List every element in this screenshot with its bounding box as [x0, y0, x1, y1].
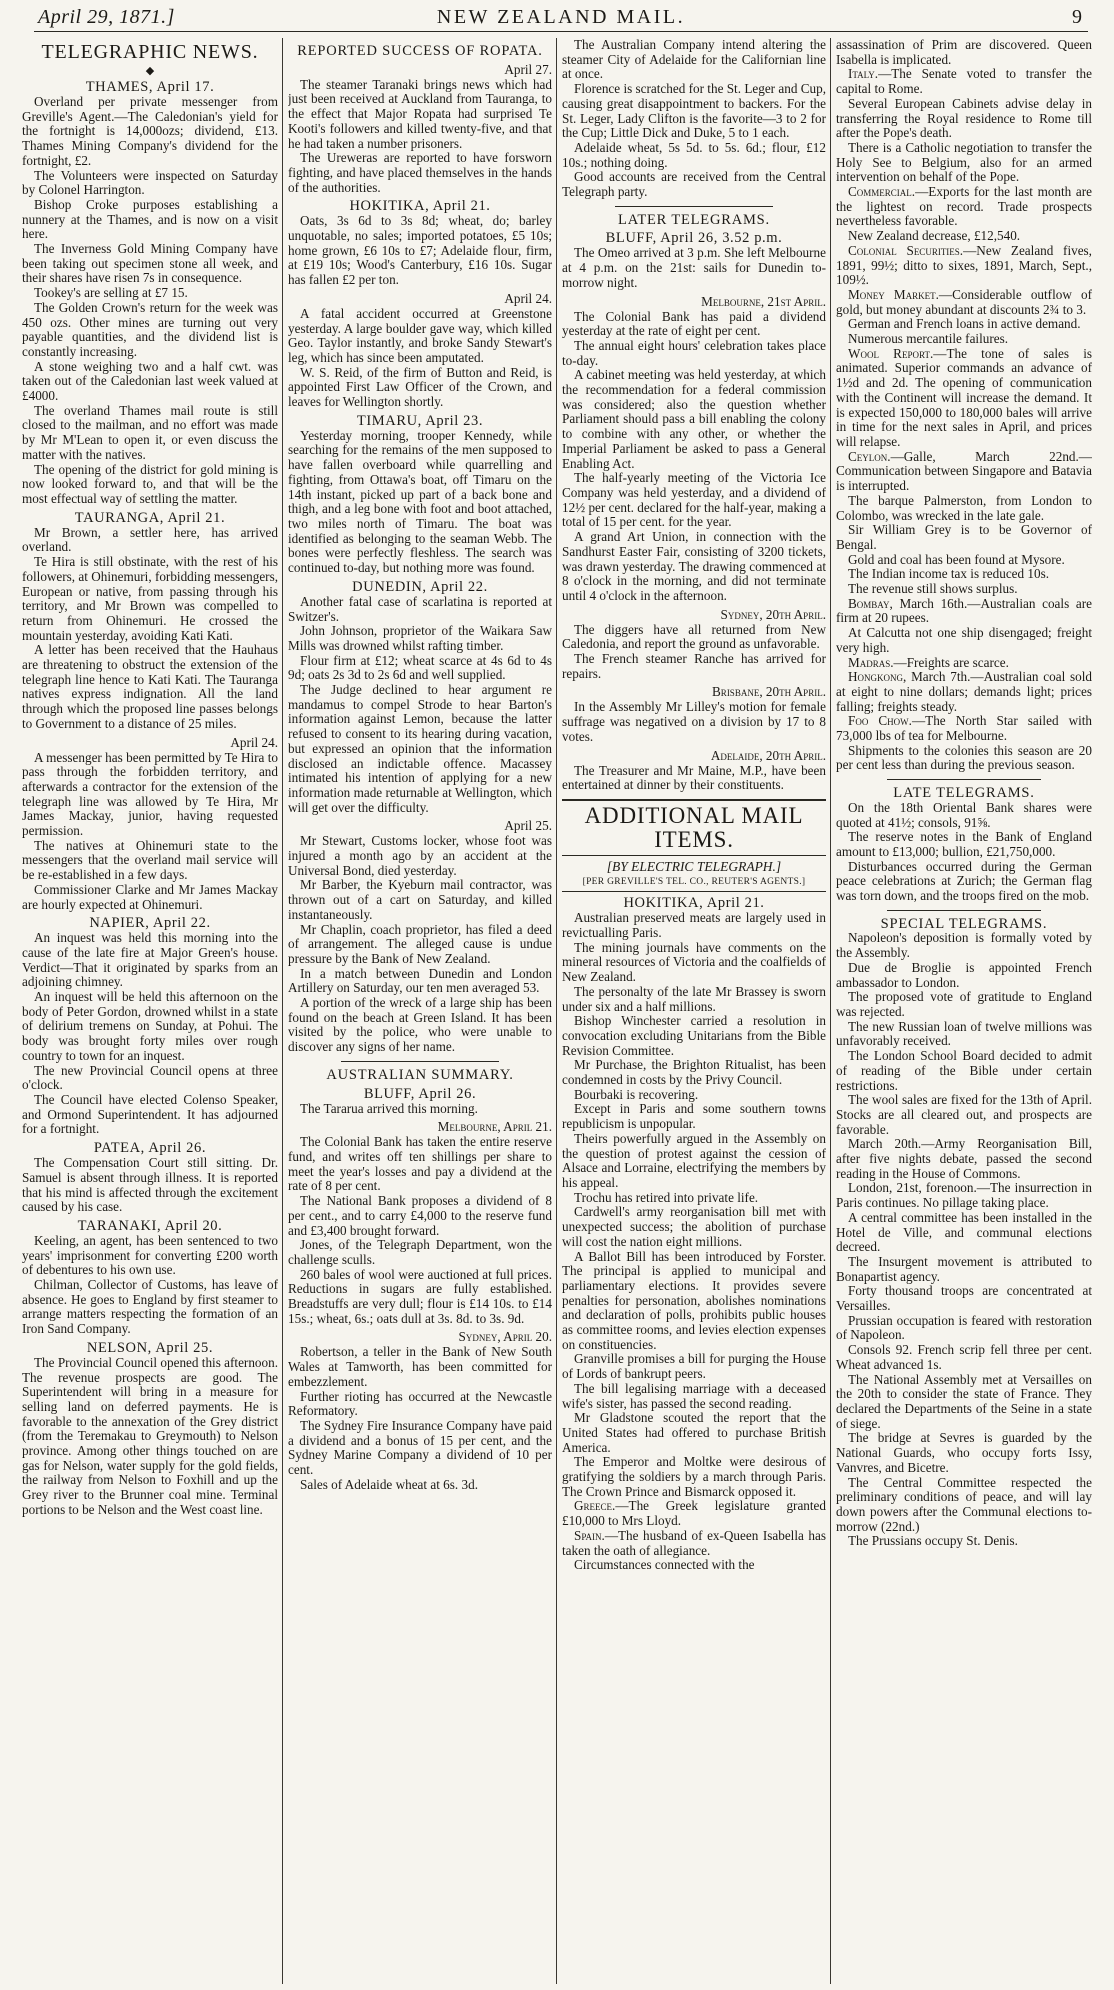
column-1 — [22, 38, 278, 1984]
dateline: Brisbane, 20th April. — [712, 684, 826, 700]
news-paragraph: The Central Committee respected the preliminary conditions of peace, and will lay down powers after the Communal elections to-morrow (22nd.) — [836, 1474, 1092, 1534]
news-paragraph: A Ballot Bill has been introduced by Forster. The principal is applied to municipal and parliamentary elections. It provides severe penalties for personation, abolishes nominations and declaration of polls, prohibits public houses as committee rooms, and levies election expenses on constituencies. — [562, 1248, 826, 1352]
news-paragraph: Te Hira is still obstinate, with the rest of his followers, at Ohinemuri, forbidding messengers, European or native, from passing through his territory, and Mr Brown was compelled to return from Ohinemuri. He crossed the mountain yesterday, avoiding Kati Kati. — [22, 554, 278, 643]
news-paragraph: Mr Gladstone scouted the report that the United States had offered to purchase British America. — [562, 1410, 826, 1455]
news-paragraph — [836, 288, 1092, 317]
news-paragraph: A letter has been received that the Hauhaus are threatening to obstruct the extension of the telegraph line hence to Kati Kati. The Tauranga natives express indignation. All the land through which the proposed line passes belongs to Government to a distance of 25 miles. — [22, 642, 278, 731]
news-paragraph: A portion of the wreck of a large ship has been found on the beach at Green Island. It has been visited by the police, who were unable to discover any signs of her name. — [288, 995, 552, 1055]
news-paragraph: London, 21st, forenoon.—The insurrection in Paris continues. No pillage taking place. — [836, 1180, 1092, 1211]
dateline: Melbourne, 21st April. — [701, 293, 826, 309]
news-paragraph: Sales of Adelaide wheat at 6s. 3d. — [300, 1476, 478, 1492]
news-paragraph — [836, 185, 1092, 229]
dateline: TAURANGA, April 21. — [74, 509, 226, 526]
news-paragraph: The Inverness Gold Mining Company have been taking out specimen stone all week, and their shares have risen 7s in consequence. — [22, 241, 278, 286]
news-paragraph: The half-yearly meeting of the Victoria Ice Company was held yesterday, and a dividend of 12½ per cent. declared for the half-year, making a total of 15 per cent. for the year. — [562, 470, 826, 530]
newspaper-title: NEW ZEALAND MAIL. — [436, 6, 686, 28]
paragraph-lead: Italy. — [848, 66, 879, 82]
news-paragraph: Flour firm at £12; wheat scarce at 4s 6d to 4s 9d; oats 2s 3d to 2s 6d and well supplied. — [288, 652, 552, 683]
news-paragraph: Further rioting has occurred at the Newcastle Reformatory. — [288, 1388, 552, 1419]
news-paragraph: W. S. Reid, of the firm of Button and Reid, is appointed First Law Officer of the Crown, and leaves for Wellington shortly. — [288, 364, 552, 410]
news-paragraph: Adelaide wheat, 5s 5d. to 5s. 6d.; flour, £12 10s.; nothing doing. — [562, 139, 826, 170]
paragraph-lead: Money Market. — [848, 286, 939, 302]
news-paragraph: John Johnson, proprietor of the Waikara Saw Mills was drowned whilst rafting timber. — [288, 623, 552, 653]
dateline: Sydney, 20th April. — [720, 606, 826, 622]
paragraph-text: —The Greek legislature granted £10,000 to Mrs Lloyd. — [562, 1498, 826, 1529]
news-paragraph — [562, 1529, 826, 1558]
news-paragraph: At Calcutta not one ship disengaged; freight very high. — [836, 625, 1092, 655]
dateline: THAMES, April 17. — [85, 79, 215, 95]
news-paragraph: The Omeo arrived at 3 p.m. She left Melbourne at 4 p.m. on the 21st: sails for Dunedin to-morrow night. — [562, 245, 826, 290]
news-paragraph: A central committee has been installed in the Hotel de Ville, and communal elections decreed. — [836, 1209, 1092, 1255]
news-paragraph: On the 18th Oriental Bank shares were quoted at 41½; consols, 91⅝. — [836, 799, 1092, 830]
dateline: BLUFF, April 26, 3.52 p.m. — [605, 230, 783, 247]
paragraph-text: —The North Star sailed with 73,000 lbs of tea for Melbourne. — [836, 713, 1092, 744]
dateline: April 24. — [230, 734, 278, 750]
news-paragraph: March 20th.—Army Reorganisation Bill, after five nights debate, passed the second reading in the House of Commons. — [836, 1136, 1092, 1181]
news-paragraph: The London School Board decided to admit of reading of the Bible under certain restrictions. — [836, 1048, 1092, 1093]
news-paragraph: A cabinet meeting was held yesterday, at which the recommendation for a federal commission was considered; also the question whether Parliament should pass a bill enabling the colony to combine with any other, or whether the Imperial Parliament be asked to pass a General Enabling Act. — [562, 367, 826, 471]
news-paragraph — [836, 244, 1092, 288]
news-paragraph: The Volunteers were inspected on Saturday by Colonel Harrington. — [22, 167, 278, 198]
news-paragraph: The Council have elected Colenso Speaker, and Ormond Superintendent. It has adjourned for a fortnight. — [22, 1092, 278, 1137]
section-divider — [341, 1061, 499, 1062]
news-paragraph: Yesterday morning, trooper Kennedy, while searching for the remains of the men supposed to have fallen overboard while quarrelling and fighting, from Ottawa's boat, off Timaru on the 14th instant, picked up part of a back bone and thigh, and a leg bone with foot and boot attached, two miles north of Timaru. The boat was identified as belonging to the seaman Webb. The bones were perfectly fleshless. The search was continued to-day, but nothing more was found. — [288, 427, 552, 576]
news-paragraph: The Ureweras are reported to have forsworn fighting, and have placed themselves in the hands of the authorities. — [288, 150, 552, 195]
section-heading: SPECIAL TELEGRAMS. — [880, 915, 1048, 932]
news-paragraph: Tookey's are selling at £7 15. — [34, 285, 188, 301]
news-paragraph — [562, 1499, 826, 1528]
news-paragraph: Cardwell's army reorganisation bill met with unexpected success; the abolition of purchase will cost the nation eight millions. — [562, 1204, 826, 1249]
news-paragraph: The Colonial Bank has taken the entire reserve fund, and writes off ten shillings per share to meet the year's losses and pay a dividend at the rate of 8 per cent. — [288, 1134, 552, 1194]
news-paragraph — [836, 656, 1092, 671]
news-paragraph: assassination of Prim are discovered. Queen Isabella is implicated. — [836, 38, 1092, 67]
section-divider — [615, 206, 773, 207]
dateline: BLUFF, April 26. — [363, 1085, 477, 1102]
dateline: HOKITIKA, April 21. — [349, 198, 491, 215]
news-paragraph: Shipments to the colonies this season are 20 per cent less than during the previous season. — [836, 742, 1092, 773]
news-paragraph: Disturbances occurred during the German peace celebrations at Zurich; the German flag was torn down, and the troops fired on the mob. — [836, 858, 1092, 904]
news-paragraph: Keeling, an agent, has been sentenced to two years' imprisonment for converting £200 worth of debentures to his own use. — [22, 1232, 278, 1278]
news-paragraph: Mr Brown, a settler here, has arrived overland. — [22, 524, 278, 555]
section-divider — [887, 779, 1041, 780]
paragraph-lead: Foo Chow. — [848, 713, 912, 729]
news-paragraph: The Tararua arrived this morning. — [300, 1100, 478, 1116]
paragraph-text: March 7th.—Australian coal sold at eight to nine dollars; demands light; prices falling; freights steady. — [836, 669, 1092, 714]
news-paragraph — [836, 347, 1092, 450]
news-paragraph: The new Provincial Council opens at three o'clock. — [22, 1062, 278, 1093]
news-paragraph: Good accounts are received from the Central Telegraph party. — [562, 169, 826, 200]
news-paragraph: A stone weighing two and a half cwt. was taken out of the Caledonian last week valued at £4000. — [22, 358, 278, 404]
news-paragraph: The Prussians occupy St. Denis. — [848, 1533, 1018, 1549]
news-paragraph: Mr Barber, the Kyeburn mail contractor, was thrown out of a cart on Saturday, and killed instantaneously. — [288, 877, 552, 922]
news-paragraph: The French steamer Ranche has arrived for repairs. — [562, 651, 826, 681]
dateline: DUNEDIN, April 22. — [352, 578, 488, 595]
news-paragraph: Numerous mercantile failures. — [848, 331, 1009, 347]
news-paragraph: Mr Purchase, the Brighton Ritualist, has been condemned in costs by the Privy Council. — [562, 1057, 826, 1088]
news-paragraph — [836, 67, 1092, 96]
news-paragraph: Gold and coal has been found at Mysore. — [848, 551, 1065, 567]
news-paragraph: The Colonial Bank has paid a dividend yesterday at the rate of eight per cent. — [562, 308, 826, 339]
dateline: PATEA, April 26. — [93, 1140, 207, 1157]
news-paragraph: The Insurgent movement is attributed to Bonapartist agency. — [836, 1253, 1092, 1284]
paragraph-lead: Spain. — [574, 1527, 605, 1543]
section-heading: LATER TELEGRAMS. — [618, 211, 770, 228]
column-3 — [562, 38, 826, 1984]
paragraph-lead: Greece. — [574, 1498, 616, 1514]
news-paragraph: An inquest will be held this afternoon on the body of Peter Gordon, drowned whilst in a state of delirium tremens on Sunday, at Pohui. The body was brought forty miles over rough country to town for an inquest. — [22, 989, 278, 1063]
dateline: April 25. — [504, 818, 552, 834]
news-paragraph: The Treasurer and Mr Maine, M.P., have been entertained at dinner by their constituents. — [562, 762, 826, 793]
section-heading: LATE TELEGRAMS. — [893, 785, 1035, 802]
news-paragraph: Several European Cabinets advise delay in transferring the Royal residence to Rome till after the Pope's death. — [836, 95, 1092, 141]
paragraph-lead: Wool Report. — [848, 345, 934, 361]
paragraph-text: —Exports for the last month are the lightest on record. Trade prospects nevertheless favorable. — [836, 184, 1092, 229]
news-paragraph: The barque Palmerston, from London to Colombo, was wrecked in the late gale. — [836, 492, 1092, 523]
news-paragraph: Except in Paris and some southern towns republicism is unpopular. — [562, 1101, 826, 1132]
news-paragraph — [836, 670, 1092, 714]
news-paragraph: Mr Chaplin, coach proprietor, has filed a deed of arrangement. The alleged cause is undue pressure by the Bank of New Zealand. — [288, 921, 552, 966]
dateline: Sydney, April 20. — [458, 1329, 552, 1345]
news-paragraph: The revenue still shows surplus. — [848, 581, 1018, 597]
issue-date: April 29, 1871.] — [38, 6, 175, 28]
news-paragraph: Oats, 3s 6d to 3s 8d; wheat, do; barley unquotable, no sales; imported potatoes, £5 10s; home grown, £6 10s to £7; Adelaide flour, firm, at £19 10s; Wood's Canterbury, £16 10s. Sugar has fallen £2 per ton. — [288, 213, 552, 288]
news-paragraph: Granville promises a bill for purging the House of Lords of bankrupt peers. — [562, 1351, 826, 1382]
news-paragraph: Chilman, Collector of Customs, has leave of absence. He goes to England by first steamer to arrange matters respecting the formation of an Iron Sand Company. — [22, 1277, 278, 1337]
news-paragraph: The bill legalising marriage with a deceased wife's sister, has passed the second reading. — [562, 1380, 826, 1411]
news-paragraph: A grand Art Union, in connection with the Sandhurst Easter Fair, consisting of 3200 tickets, was drawn yesterday. The drawing commenced at 8 o'clock in the morning, and did not terminate until 4 o'clock in the afternoon. — [562, 529, 826, 603]
news-paragraph: The Indian income tax is reduced 10s. — [848, 566, 1050, 582]
news-paragraph: Bishop Croke purposes establishing a nunnery at the Thames, and is now on a visit here. — [22, 196, 278, 242]
byline: [BY ELECTRIC TELEGRAPH.] — [606, 858, 782, 874]
news-paragraph: An inquest was held this morning into the cause of the late fire at Major Green's house. Verdict—That it originated by sparks from an adjoining chimney. — [22, 930, 278, 990]
news-paragraph: Due de Broglie is appointed French ambassador to London. — [836, 959, 1092, 990]
section-heading: REPORTED SUCCESS OF ROPATA. — [297, 43, 543, 59]
section-title: TELEGRAPHIC NEWS. — [41, 41, 259, 63]
news-paragraph: The Sydney Fire Insurance Company have paid a dividend and a bonus of 15 per cent, and the Sydney Marine Company a dividend of 10 per cent. — [288, 1417, 552, 1478]
column-rule — [556, 38, 557, 1984]
news-paragraph: Australian preserved meats are largely used in revictualling Paris. — [562, 910, 826, 941]
dateline: April 27. — [504, 61, 552, 77]
dateline: TARANAKI, April 20. — [77, 1217, 223, 1234]
column-rule — [830, 38, 831, 1984]
news-paragraph: Circumstances connected with the — [574, 1557, 755, 1573]
dateline: April 24. — [504, 290, 552, 306]
dateline: Melbourne, April 21. — [437, 1119, 552, 1135]
section-divider — [887, 910, 1041, 911]
news-paragraph: German and French loans in active demand. — [848, 316, 1081, 332]
news-paragraph: Trochu has retired into private life. — [574, 1189, 759, 1205]
dateline: NELSON, April 25. — [86, 1339, 214, 1356]
ornament-icon: ◆ — [145, 65, 155, 77]
news-paragraph: New Zealand decrease, £12,540. — [848, 228, 1021, 244]
news-paragraph: Robertson, a teller in the Bank of New South Wales at Tamworth, has been committed for embezzlement. — [288, 1344, 552, 1389]
page-number: 9 — [1072, 6, 1082, 28]
news-paragraph: The reserve notes in the Bank of England amount to £13,000; bullion, £21,750,000. — [836, 829, 1092, 859]
news-paragraph: Consols 92. French scrip fell three per cent. Wheat advanced 1s. — [836, 1342, 1092, 1372]
news-paragraph: The National Assembly met at Versailles on the 20th to consider the state of France. They declared the Departments of the Seine in a state of siege. — [836, 1371, 1092, 1431]
news-paragraph: A fatal accident occurred at Greenstone yesterday. A large boulder gave way, which killed Geo. Taylor instantly, and broke Sandy Stewart's leg, which has since been amputated. — [288, 305, 552, 365]
column-rule — [282, 38, 283, 1984]
news-paragraph: The National Bank proposes a dividend of 8 per cent., and to carry £4,000 to the reserve fund and £3,400 brought forward. — [288, 1193, 552, 1238]
news-paragraph: The Golden Crown's return for the week was 450 ozs. Other mines are turning out very payable quantities, and the dividend list is constantly increasing. — [22, 299, 278, 359]
column-2 — [288, 38, 552, 1984]
news-paragraph: Jones, of the Telegraph Department, won the challenge sculls. — [288, 1237, 552, 1267]
paragraph-text: —Considerable outflow of gold, but money abundant at discounts 2¾ to 3. — [836, 286, 1092, 317]
news-paragraph: The bridge at Sevres is guarded by the National Guards, who occupy forts Issy, Vanvres, and Bicetre. — [836, 1430, 1092, 1475]
news-paragraph: Another fatal case of scarlatina is reported at Switzer's. — [288, 593, 552, 624]
paragraph-lead: Commercial. — [848, 184, 916, 200]
news-paragraph: A messenger has been permitted by Te Hira to pass through the forbidden territory, and afterwards a contractor for the extension of the telegraph line was allowed by Te Hira, Mr James Mackay, junior, having requested permission. — [22, 749, 278, 839]
news-paragraph: The Emperor and Moltke were desirous of gratifying the soldiers by a march through Paris. The Crown Prince and Bismarck opposed it. — [562, 1454, 826, 1499]
news-paragraph: Prussian occupation is feared with restoration of Napoleon. — [836, 1312, 1092, 1343]
paragraph-lead: Colonial Securities. — [848, 242, 964, 258]
news-paragraph: Bourbaki is recovering. — [574, 1086, 699, 1102]
news-paragraph: In the Assembly Mr Lilley's motion for female suffrage was negatived on a division by 17 to 8 votes. — [562, 699, 826, 744]
dateline: NAPIER, April 22. — [89, 915, 211, 932]
agency-note: [PER GREVILLE'S TEL. CO., REUTER'S AGENTS.] — [562, 875, 826, 893]
news-paragraph: 260 bales of wool were auctioned at full prices. Reductions in sugars are fully established. Breadstuffs are very dull; flour is £14 10s. to £14 15s.; wheat, 6s.; oats dull at 3s. 8d. to 3s. 9d. — [288, 1266, 552, 1326]
news-paragraph: The proposed vote of gratitude to England was rejected. — [836, 989, 1092, 1019]
paragraph-lead: Hongkong, — [848, 669, 907, 685]
paragraph-lead: Madras. — [848, 654, 894, 670]
news-paragraph — [836, 714, 1092, 743]
paragraph-text: —New Zealand fives, 1891, 99½; ditto to sixes, 1891, March, Sept., 109½. — [836, 242, 1092, 288]
news-paragraph — [836, 450, 1092, 494]
news-paragraph: The Australian Company intend altering the steamer City of Adelaide for the Californian line at once. — [562, 38, 826, 82]
dateline: Adelaide, 20th April. — [710, 747, 826, 763]
news-paragraph: Florence is scratched for the St. Leger and Cup, causing great disappointment to backers. For the St. Leger, Lady Clifton is the favorite—3 to 2 for the Cup; Little Dick and Duke, 5 to 1 each. — [562, 81, 826, 141]
paragraph-text: —The Senate voted to transfer the capital to Rome. — [836, 66, 1092, 97]
paragraph-text: —Freights are scarce. — [893, 654, 1009, 670]
news-paragraph: The opening of the district for gold mining is now looked forward to, and that will be the most effectual way of settling the matter. — [22, 461, 278, 506]
news-paragraph: Theirs powerfully argued in the Assembly on the question of protest against the cession of Alsace and Lorraine, electrifying the members by his appeal. — [562, 1130, 826, 1190]
news-paragraph: Commissioner Clarke and Mr James Mackay are hourly expected at Ohinemuri. — [22, 881, 278, 912]
news-paragraph: In a match between Dunedin and London Artillery on Saturday, our ten men averaged 53. — [288, 965, 552, 996]
dateline: TIMARU, April 23. — [356, 412, 484, 429]
news-paragraph: The Judge declined to hear argument re mandamus to compel Strode to hear Barton's information against Lemon, because the latter refused to consent to its hearing during vacation, but expressed an opinion that the information disclosed an indictable offence. Macassey intimated his intention of applying for a new information made returnable at Wellington, which will get over the difficulty. — [288, 682, 552, 815]
news-paragraph: The diggers have all returned from New Caledonia, and report the ground as unfavorable. — [562, 621, 826, 652]
paragraph-text: March 16th.—Australian coals are firm at 20 rupees. — [836, 595, 1092, 626]
news-paragraph: The personalty of the late Mr Brassey is sworn under six and a half millions. — [562, 983, 826, 1014]
paragraph-text: —The tone of sales is animated. Superior commands an advance of 1½d and 2d. The opening of communication with the Continent will increase the demand. It is expected 150,000 to 180,000 bales will arrive in time for the next sales in April, and prices will relapse. — [836, 345, 1092, 449]
news-paragraph: There is a Catholic negotiation to transfer the Holy See to Belgium, also for an armed intervention on behalf of the Pope. — [836, 139, 1092, 185]
masthead — [34, 4, 1088, 32]
section-title: ADDITIONAL MAIL ITEMS. — [562, 799, 826, 856]
news-paragraph: The mining journals have comments on the mineral resources of Victoria and the coalfields of New Zealand. — [562, 939, 826, 985]
news-paragraph: Forty thousand troops are concentrated at Versailles. — [836, 1283, 1092, 1314]
dateline: HOKITIKA, April 21. — [623, 895, 765, 912]
news-paragraph — [836, 597, 1092, 626]
news-paragraph: Mr Stewart, Customs locker, whose foot was injured a month ago by an accident at the Universal Bond, died yesterday. — [288, 833, 552, 878]
news-paragraph: The Provincial Council opened this afternoon. The revenue prospects are good. The Superintendent will bring in a measure for selling land on deferred payments. He is favorable to the annexation of the Grey district (from the Teremakau to Greymouth) to Nelson province. Among other things touched on are gas for Nelson, water supply for the gold fields, the railway from Nelson to Foxhill and up the Grey river to the Brunner coal mine. Terminal portions to be Nelson and the West coast line. — [22, 1354, 278, 1517]
news-paragraph: The new Russian loan of twelve millions was unfavorably received. — [836, 1018, 1092, 1049]
section-heading: AUSTRALIAN SUMMARY. — [326, 1066, 514, 1083]
news-paragraph: The wool sales are fixed for the 13th of April. Stocks are all cleared out, and prospects are favorable. — [836, 1092, 1092, 1137]
news-paragraph: The natives at Ohinemuri state to the messengers that the overland mail service will be re-established in a few days. — [22, 837, 278, 883]
news-paragraph: The overland Thames mail route is still closed to the mailman, and no effort was made by Mr M'Lean to open it, or even discuss the matter with the natives. — [22, 402, 278, 462]
column-4 — [836, 38, 1092, 1984]
news-paragraph: The Compensation Court still sitting. Dr. Samuel is absent through illness. It is reported that his mind is affected through the excitement caused by his case. — [22, 1155, 278, 1215]
news-paragraph: Sir William Grey is to be Governor of Bengal. — [836, 522, 1092, 552]
news-paragraph: The annual eight hours' celebration takes place to-day. — [562, 337, 826, 368]
news-paragraph: The steamer Taranaki brings news which had just been received at Auckland from Tauranga, to the effect that Major Ropata had surprised Te Kooti's followers and killed twenty-five, and that he had taken a number prisoners. — [288, 76, 552, 151]
paragraph-lead: Ceylon. — [848, 448, 891, 464]
news-paragraph: Bishop Winchester carried a resolution in convocation excluding Unitarians from the Bible Revision Committee. — [562, 1013, 826, 1058]
news-paragraph: Overland per private messenger from Greville's Agent.—The Caledonian's yield for the fortnight is 14,000ozs; dividend, £13. Thames Mining Company's dividend for the fortnight, £2. — [22, 94, 278, 168]
paragraph-lead: Bombay, — [848, 595, 893, 611]
paragraph-text: —Galle, March 22nd.—Communication between Singapore and Batavia is interrupted. — [836, 448, 1092, 494]
paragraph-text: —The husband of ex-Queen Isabella has taken the oath of allegiance. — [562, 1527, 826, 1558]
news-paragraph: Napoleon's deposition is formally voted by the Assembly. — [836, 930, 1092, 961]
